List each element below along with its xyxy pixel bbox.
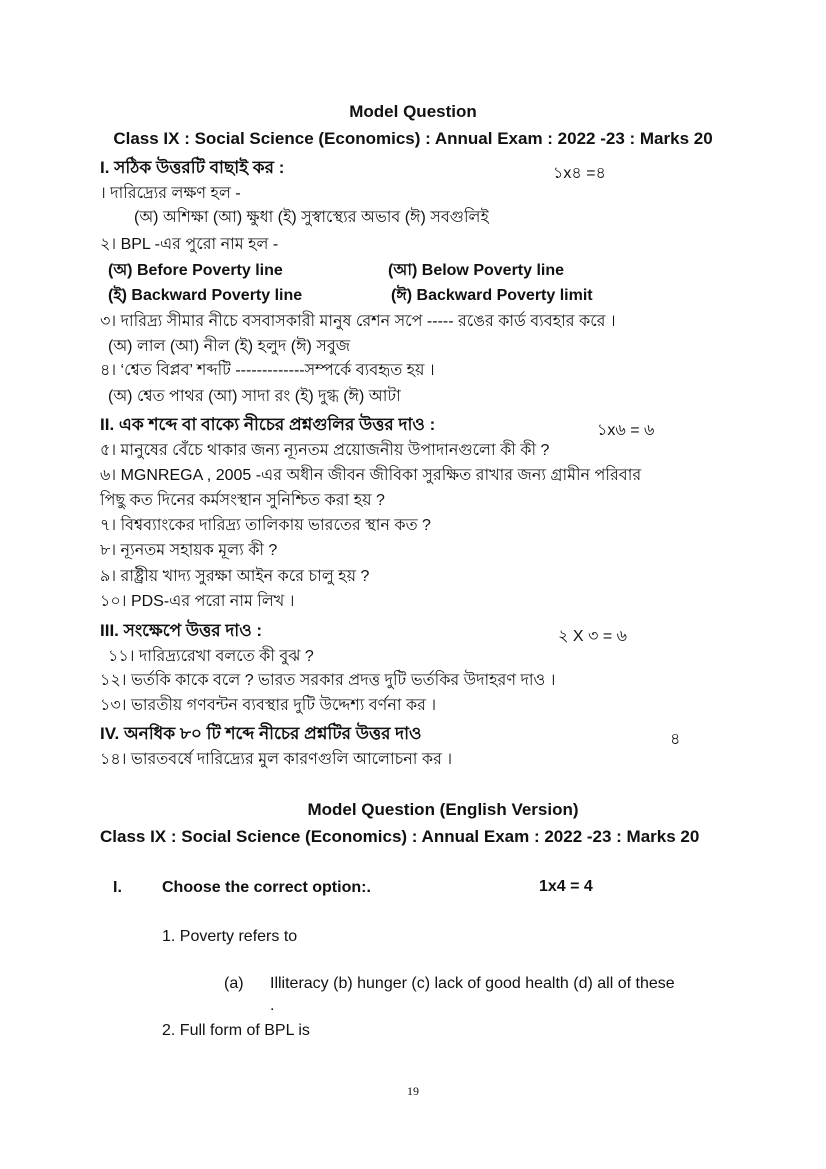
question-7: ৭। বিশ্বব্যাংকের দারিদ্র্য তালিকায় ভারতের স্থান কত ? (100, 517, 431, 534)
question-11: ১১। দারিদ্র্যরেখা বলতে কী বুঝ ? (108, 648, 314, 665)
section-2-heading: II. এক শব্দে বা বাক্যে নীচের প্রশ্নগুলির উত্তর দাও : (100, 415, 436, 434)
question-1: । দারিদ্র্যের লক্ষণ হল - (100, 185, 241, 202)
english-question-1-label: (a) (224, 975, 244, 992)
question-3: ৩। দারিদ্র্য সীমার নীচে বসবাসকারী মানুষ রেশন সপে ----- রঙের কার্ড ব্যবহার করে । (100, 313, 616, 330)
page-title: Model Question (349, 102, 477, 121)
section-4-marks: ৪ (670, 731, 681, 748)
question-9: ৯। রাষ্ট্রীয় খাদ্য সুরক্ষা আইন করে চালু হয় ? (100, 568, 370, 585)
section-3-marks: ২ X ৩ = ৬ (558, 628, 628, 645)
english-question-2: 2. Full form of BPL is (162, 1022, 310, 1039)
question-2-option-c: (ই) Backward Poverty line (108, 287, 303, 304)
section-1-heading: I. সঠিক উত্তরটি বাছাই কর : (100, 158, 285, 177)
question-5: ৫। মানুষের বেঁচে থাকার জন্য ন্যূনতম প্রয়োজনীয় উপাদানগুলো কী কী ? (100, 442, 550, 459)
english-section-1-heading: Choose the correct option:. (162, 879, 371, 896)
question-14: ১৪। ভারতবর্ষে দারিদ্র্যের মুল কারণগুলি আলোচনা কর । (100, 751, 453, 768)
question-2: ২। BPL -এর পুরো নাম হল - (100, 236, 279, 253)
page-subtitle: Class IX : Social Science (Economics) : Annual Exam : 2022 -23 : Marks 20 (113, 129, 713, 148)
english-question-1: 1. Poverty refers to (162, 928, 298, 945)
question-2-option-a: (অ) Before Poverty line (108, 262, 283, 279)
question-2-option-b: (আ) Below Poverty line (388, 262, 565, 279)
english-section-1-number: I. (113, 879, 122, 896)
section-1-marks: ১x৪ =৪ (553, 165, 606, 182)
english-section-1-marks: 1x4 = 4 (539, 878, 593, 895)
question-6-line-1: ৬। MGNREGA , 2005 -এর অধীন জীবন জীবিকা সুরক্ষিত রাখার জন্য গ্রামীন পরিবার (100, 467, 642, 484)
page-number: 19 (407, 1084, 419, 1098)
question-3-options: (অ) লাল (আ) নীল (ই) হলুদ (ঈ) সবুজ (108, 338, 351, 355)
question-12: ১২। ভর্তকি কাকে বলে ? ভারত সরকার প্রদত্ত দুটি ভর্তকির উদাহরণ দাও । (100, 672, 556, 689)
section-4-heading: IV. অনধিক ৮০ টি শব্দে নীচের প্রশ্নটির উত্তর দাও (100, 724, 422, 743)
question-2-option-d: (ঈ) Backward Poverty limit (391, 287, 593, 304)
english-question-1-options: Illiteracy (b) hunger (c) lack of good health (d) all of these (270, 975, 675, 992)
question-4-options: (অ) শ্বেত পাথর (আ) সাদা রং (ই) দুগ্ধ (ঈ) আটা (108, 388, 401, 405)
question-13: ১৩। ভারতীয় গণবন্টন ব্যবস্থার দুটি উদ্দেশ্য বর্ণনা কর । (100, 697, 437, 714)
question-8: ৮। ন্যূনতম সহায়ক মূল্য কী ? (100, 542, 278, 559)
question-6-line-2: পিছু কত দিনের কর্মসংস্থান সুনিশ্চিত করা হয় ? (100, 492, 385, 509)
question-4: ৪। ‘শ্বেত বিপ্লব’ শব্দটি -------------সম্পর্কে ব্যবহৃত হয় । (100, 362, 435, 379)
section-2-marks: ১x৬ = ৬ (597, 422, 655, 439)
english-title: Model Question (English Version) (307, 800, 579, 819)
question-10: ১০। PDS-এর পরো নাম লিখ । (100, 593, 295, 610)
question-1-options: (অ) অশিক্ষা (আ) ক্ষুধা (ই) সুস্বাস্থ্যের অভাব (ঈ) সবগুলিই (134, 209, 489, 226)
section-3-heading: III. সংক্ষেপে উত্তর দাও : (100, 621, 263, 640)
english-question-1-dot: . (270, 997, 275, 1014)
english-subtitle: Class IX : Social Science (Economics) : Annual Exam : 2022 -23 : Marks 20 (100, 827, 700, 846)
